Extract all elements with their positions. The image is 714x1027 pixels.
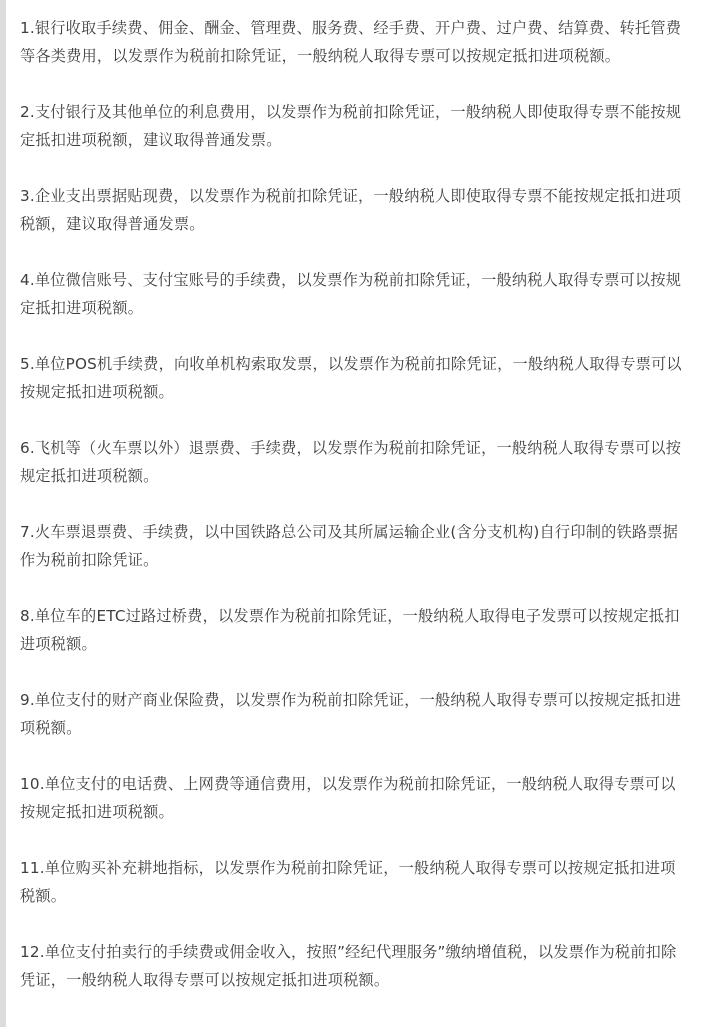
paragraph-4: 4.单位微信账号、支付宝账号的手续费，以发票作为税前扣除凭证，一般纳税人取得专票可以按规定抵扣进项税额。 (20, 271, 682, 317)
paragraph-8: 8.单位车的ETC过路过桥费，以发票作为税前扣除凭证，一般纳税人取得电子发票可以按规定抵扣进项税额。 (20, 607, 680, 653)
paragraph-12: 12.单位支付拍卖行的手续费或佣金收入，按照”经纪代理服务”缴纳增值税，以发票作为税前扣除凭证，一般纳税人取得专票可以按规定抵扣进项税额。 (20, 943, 677, 989)
paragraph-5: 5.单位POS机手续费，向收单机构索取发票，以发票作为税前扣除凭证，一般纳税人取得专票可以按规定抵扣进项税额。 (20, 355, 682, 401)
paragraph-7: 7.火车票退票费、手续费，以中国铁路总公司及其所属运输企业(含分支机构)自行印制的铁路票据作为税前扣除凭证。 (20, 523, 679, 569)
paragraph-2: 2.支付银行及其他单位的利息费用，以发票作为税前扣除凭证，一般纳税人即使取得专票不能按规定抵扣进项税额，建议取得普通发票。 (20, 103, 682, 149)
paragraph-11: 11.单位购买补充耕地指标，以发票作为税前扣除凭证，一般纳税人取得专票可以按规定抵扣进项税额。 (20, 859, 676, 905)
quote-left-bar (0, 0, 6, 1027)
paragraph-6: 6.飞机等（火车票以外）退票费、手续费，以发票作为税前扣除凭证，一般纳税人取得专票可以按规定抵扣进项税额。 (20, 439, 682, 485)
paragraph-10: 10.单位支付的电话费、上网费等通信费用，以发票作为税前扣除凭证，一般纳税人取得专票可以按规定抵扣进项税额。 (20, 775, 676, 821)
article-body (20, 14, 688, 1022)
paragraph-9: 9.单位支付的财产商业保险费，以发票作为税前扣除凭证，一般纳税人取得专票可以按规定抵扣进项税额。 (20, 691, 682, 737)
paragraph-3: 3.企业支出票据贴现费，以发票作为税前扣除凭证，一般纳税人即使取得专票不能按规定抵扣进项税额，建议取得普通发票。 (20, 187, 682, 233)
paragraph-1: 1.银行收取手续费、佣金、酬金、管理费、服务费、经手费、开户费、过户费、结算费、转托管费等各类费用，以发票作为税前扣除凭证，一般纳税人取得专票可以按规定抵扣进项税额。 (20, 19, 682, 65)
